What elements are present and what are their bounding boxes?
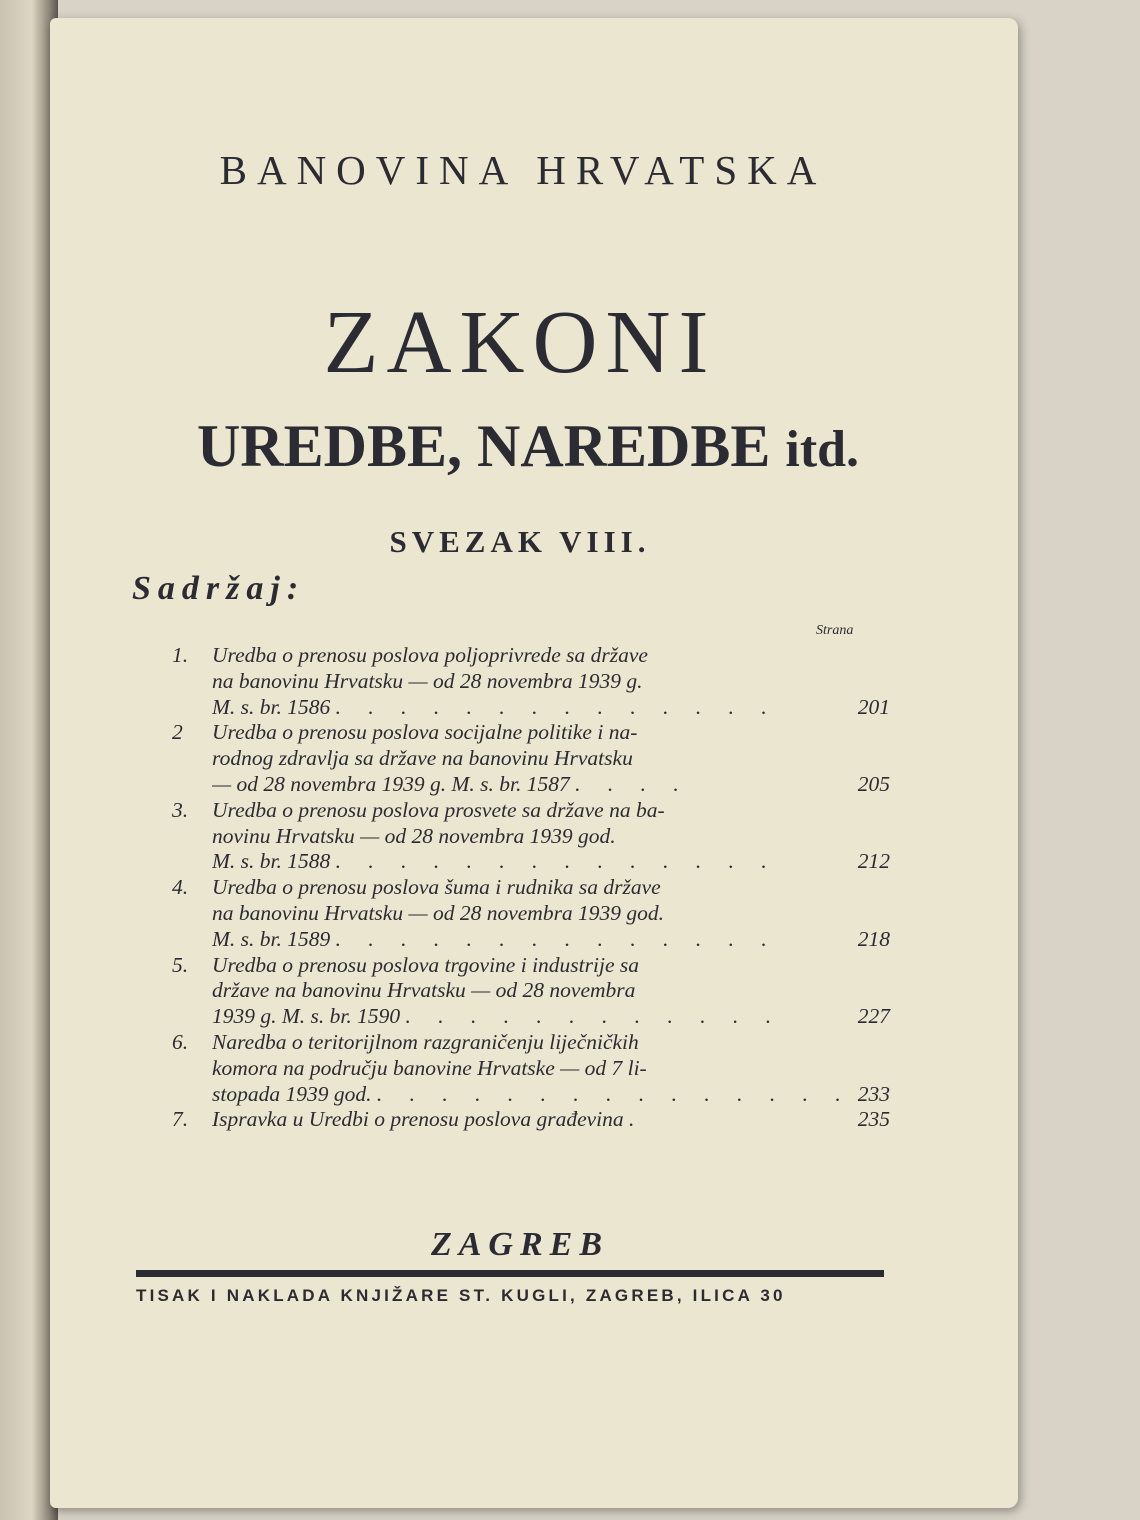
toc-entry-text: Uredba o prenosu poslova socijalne politike i na-: [212, 720, 638, 745]
toc-dot-leader: . . . . . . . . . . . .: [405, 1004, 783, 1029]
toc-entry-line: [212, 953, 890, 979]
toc-entry-text: Uredba o prenosu poslova prosvete sa države na ba-: [212, 797, 665, 822]
toc-dot-leader: . . . . . . . . . . . . . .: [335, 849, 778, 874]
toc-dot-leader: . . . . . . . . . . . . . . .: [376, 1081, 852, 1106]
toc-entry: [168, 720, 890, 797]
toc-entry-number: 4.: [172, 875, 189, 900]
toc-entry-line: [212, 824, 890, 850]
main-title: ZAKONI: [323, 293, 717, 392]
toc-page-number: 218: [852, 927, 890, 953]
toc-dot-leader: .: [629, 1107, 646, 1132]
toc-entry-line: [212, 669, 890, 695]
toc-entry-line: [212, 875, 890, 901]
page-column-label: Strana: [816, 623, 854, 638]
toc-entry-number: 3.: [172, 797, 189, 822]
toc-entry-text: države na banovinu Hrvatsku — od 28 novembra: [212, 978, 636, 1003]
toc-entry: [168, 1030, 890, 1107]
toc-entry-text: Naredba o teritorijlnom razgraničenju liječničkih: [212, 1029, 639, 1054]
toc-entry-line: [212, 849, 890, 875]
toc-entry-text: Uredba o prenosu poslova šuma i rudnika sa države: [212, 875, 661, 900]
toc-entry-text: na banovinu Hrvatsku — od 28 novembra 1939 god.: [212, 900, 665, 925]
toc-entry-line: [212, 1056, 890, 1082]
publication-place: ZAGREB: [430, 1226, 610, 1263]
title-page: [50, 18, 1018, 1508]
toc-entry-line: [212, 772, 890, 798]
toc-entry-text: Ispravka u Uredbi o prenosu poslova građevina: [212, 1107, 624, 1132]
toc-entry-text: M. s. br. 1588: [212, 849, 331, 874]
subtitle-text: UREDBE, NAREDBE: [196, 413, 771, 479]
subtitle-suffix: itd.: [785, 421, 860, 478]
toc-entry-text: Uredba o prenosu poslova poljoprivrede sa države: [212, 643, 648, 667]
divider-rule: [136, 1270, 884, 1277]
toc-entry-text: na banovinu Hrvatsku — od 28 novembra 1939 g.: [212, 668, 643, 693]
subtitle: [138, 413, 918, 479]
toc-entry-line: [212, 720, 890, 746]
toc-entry: [168, 798, 890, 875]
toc-entry-text: komora na području banovine Hrvatske — od 7 li-: [212, 1055, 647, 1080]
faded-stamp: [326, 464, 486, 504]
toc-entry-number: 6.: [172, 1029, 189, 1054]
toc-entry: [168, 643, 890, 720]
toc-entry-line: [212, 695, 890, 721]
toc-entry-line: [212, 901, 890, 927]
toc-entry-line: [212, 978, 890, 1004]
toc-entry-text: Uredba o prenosu poslova trgovine i industrije sa: [212, 952, 639, 977]
toc-page-number: 205: [852, 772, 890, 798]
toc-dot-leader: . . . .: [575, 771, 690, 796]
toc-entry-line: [212, 927, 890, 953]
toc-dot-leader: . . . . . . . . . . . . . .: [335, 926, 778, 951]
toc-page-number: 227: [852, 1004, 890, 1030]
table-of-contents: [168, 643, 890, 1133]
contents-heading: Sadržaj:: [132, 570, 306, 607]
toc-entry-text: rodnog zdravlja sa države na banovinu Hrvatsku: [212, 746, 633, 771]
toc-entry-line: [212, 746, 890, 772]
toc-entry-number: 1.: [172, 643, 189, 667]
toc-entry-line: [212, 1082, 890, 1108]
toc-entry-line: [212, 798, 890, 824]
toc-entry-text: 1939 g. M. s. br. 1590: [212, 1004, 401, 1029]
volume-number: SVEZAK VIII.: [389, 524, 651, 559]
series-title: BANOVINA HRVATSKA: [219, 147, 827, 193]
toc-entry-number: 5.: [172, 952, 189, 977]
toc-dot-leader: . . . . . . . . . . . . . .: [335, 694, 778, 719]
toc-page-number: 201: [852, 695, 890, 721]
toc-entry: [168, 875, 890, 952]
toc-entry-line: [212, 1004, 890, 1030]
toc-entry-line: [212, 1107, 890, 1133]
toc-entry-text: M. s. br. 1586: [212, 694, 331, 719]
toc-entry-line: [212, 643, 890, 669]
toc-entry: [168, 1107, 890, 1133]
toc-entry-text: — od 28 novembra 1939 g. M. s. br. 1587: [212, 771, 570, 796]
toc-entry-number: 7.: [172, 1107, 189, 1132]
toc-page-number: 233: [852, 1082, 890, 1108]
toc-page-number: 212: [852, 849, 890, 875]
toc-entry-number: 2: [172, 720, 183, 745]
toc-entry-text: novinu Hrvatsku — od 28 novembra 1939 god.: [212, 823, 616, 848]
toc-page-number: 235: [852, 1107, 890, 1133]
toc-entry-line: [212, 1030, 890, 1056]
publisher-imprint: TISAK I NAKLADA KNJIŽARE ST. KUGLI, ZAGREB, ILICA 30: [136, 1286, 786, 1305]
toc-entry-text: M. s. br. 1589: [212, 926, 331, 951]
toc-entry: [168, 953, 890, 1030]
toc-entry-text: stopada 1939 god.: [212, 1081, 372, 1106]
